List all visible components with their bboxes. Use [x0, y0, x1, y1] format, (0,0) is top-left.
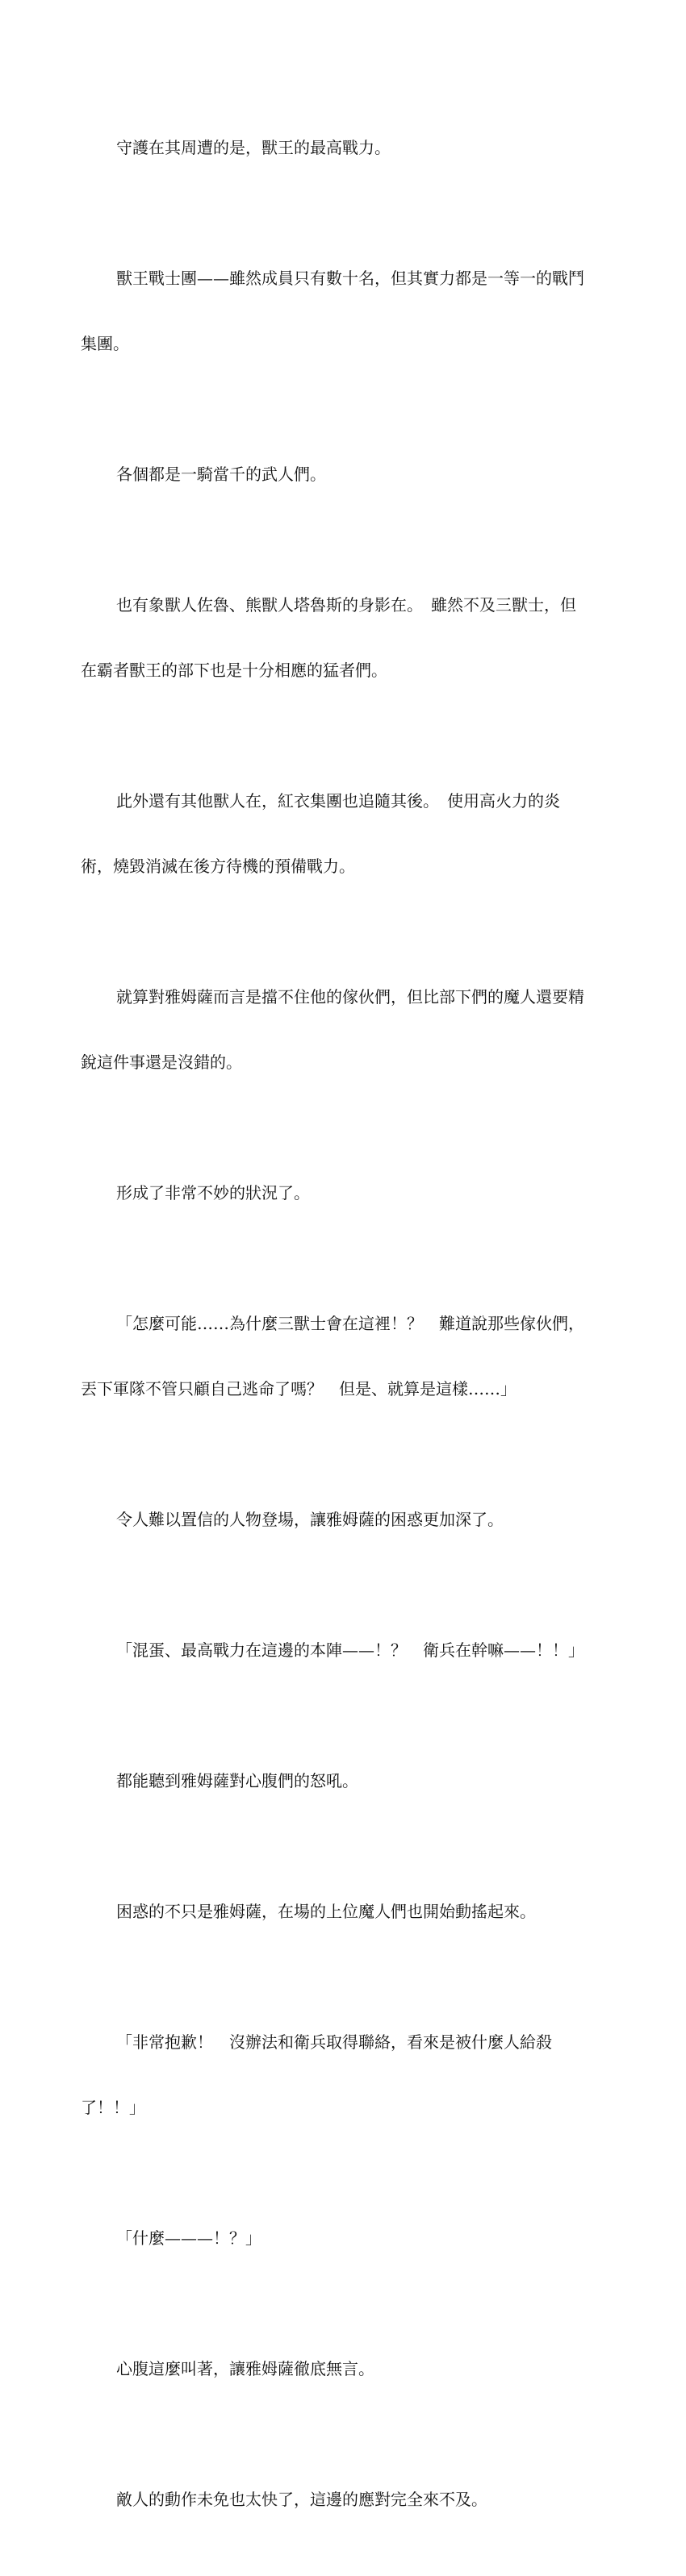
- text-line: 銳這件事還是沒錯的。: [81, 1052, 242, 1072]
- paragraph: [81, 1465, 605, 1574]
- paragraph: [81, 747, 605, 921]
- text-line: 也有象獸人佐魯、熊獸人塔魯斯的身影在。 雖然不及三獸士，但: [116, 595, 576, 615]
- text-line: 守護在其周遭的是，獸王的最高戰力。: [116, 138, 391, 157]
- text-line: 都能聽到雅姆薩對心腹們的怒吼。: [116, 1771, 358, 1790]
- paragraph: [81, 551, 605, 725]
- text-line: 令人難以置信的人物登場，讓雅姆薩的困惑更加深了。: [116, 1510, 504, 1529]
- text-line: 獸王戰士團——雖然成員只有數十名，但其實力都是一等一的戰鬥: [116, 269, 584, 288]
- text-line: 心腹這麼叫著，讓雅姆薩徹底無言。: [116, 2359, 374, 2378]
- text-line: 術，燒毀消滅在後方待機的預備戰力。: [81, 857, 355, 876]
- paragraph: [81, 1857, 605, 1966]
- text-line: 此外還有其他獸人在，紅衣集團也追隨其後。 使用高火力的炎: [116, 791, 560, 811]
- paragraph: [81, 1269, 605, 1444]
- paragraph: [81, 420, 605, 529]
- text-line: 形成了非常不妙的狀況了。: [116, 1183, 310, 1203]
- text-line: 敵人的動作未免也太快了，這邊的應對完全來不及。: [116, 2490, 487, 2509]
- paragraph: [81, 1139, 605, 1248]
- text-line: 「什麼———！？」: [116, 2228, 261, 2248]
- paragraph: [81, 1988, 605, 2162]
- paragraph: [81, 2184, 605, 2293]
- paragraph: [81, 943, 605, 1117]
- paragraph: [81, 1596, 605, 1705]
- text-line: 「非常抱歉！ 沒辦法和衛兵取得聯絡，看來是被什麼人給殺: [116, 2032, 552, 2052]
- document-body: [81, 94, 605, 2576]
- text-line: 「怎麼可能……為什麼三獸士會在這裡！？ 難道說那些傢伙們，: [116, 1314, 584, 1333]
- paragraph: [81, 1727, 605, 1836]
- text-line: 困惑的不只是雅姆薩，在場的上位魔人們也開始動搖起來。: [116, 1902, 536, 1921]
- text-line: 「混蛋、最高戰力在這邊的本陣——！？ 衛兵在幹嘛——！！」: [116, 1640, 584, 1660]
- paragraph: [81, 224, 605, 398]
- paragraph: [81, 94, 605, 202]
- text-line: 就算對雅姆薩而言是擋不住他的傢伙們，但比部下們的魔人還要精: [116, 987, 584, 1007]
- paragraph: [81, 2315, 605, 2424]
- text-line: 各個都是一騎當千的武人們。: [116, 465, 326, 484]
- text-line: 丟下軍隊不管只顧自己逃命了嗎？ 但是、就算是這樣……」: [81, 1379, 517, 1398]
- text-line: 集團。: [81, 334, 129, 353]
- paragraph: [81, 2445, 605, 2554]
- text-line: 在霸者獸王的部下也是十分相應的猛者們。: [81, 661, 387, 680]
- text-line: 了！！」: [81, 2098, 145, 2117]
